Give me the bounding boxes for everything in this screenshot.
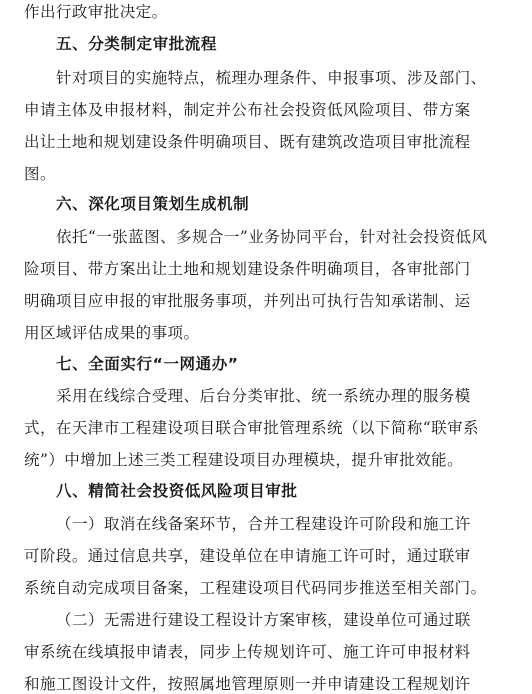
body-line: （二）无需进行建设工程设计方案审核，建设单位可通过联 bbox=[56, 611, 471, 629]
body-line: 系统自动完成项目备案，工程建设项目代码同步推送至相关部门。 bbox=[24, 579, 487, 597]
body-line: 针对项目的实施特点，梳理办理条件、申报事项、涉及部门、 bbox=[56, 69, 487, 87]
body-line: 审系统在线填报申请表，同步上传规划许可、施工许可申报材料 bbox=[24, 643, 471, 661]
body-line: 和施工图设计文件，按照属地管理原则一并申请建设工程规划许 bbox=[24, 675, 471, 693]
section-heading-6: 六、深化项目策划生成机制 bbox=[56, 195, 250, 213]
section-heading-5: 五、分类制定审批流程 bbox=[56, 35, 218, 53]
body-line: 图。 bbox=[24, 165, 56, 183]
body-line: 式，在天津市工程建设项目联合审批管理系统（以下简称“联审系 bbox=[24, 419, 479, 437]
section-heading-7: 七、全面实行“一网通办” bbox=[56, 355, 239, 373]
body-line: 明确项目应申报的审批服务事项，并列出可执行告知承诺制、运 bbox=[24, 292, 471, 310]
body-line: 采用在线综合受理、后台分类审批、统一系统办理的服务模 bbox=[56, 387, 471, 405]
body-line: 用区域评估成果的事项。 bbox=[24, 324, 200, 342]
body-line: 申请主体及申报材料，制定并公布社会投资低风险项目、带方案 bbox=[24, 101, 471, 119]
body-line: 可阶段。通过信息共享，建设单位在申请施工许可时，通过联审 bbox=[24, 547, 471, 565]
body-line: 作出行政审批决定。 bbox=[24, 3, 168, 21]
body-line: 依托“一张蓝图、多规合一”业务协同平台，针对社会投资低风 bbox=[56, 228, 488, 246]
body-line: 出让土地和规划建设条件明确项目、既有建筑改造项目审批流程 bbox=[24, 133, 471, 151]
body-line: （一）取消在线备案环节，合并工程建设许可阶段和施工许 bbox=[56, 515, 471, 533]
section-heading-8: 八、精简社会投资低风险项目审批 bbox=[56, 482, 298, 500]
body-line: 险项目、带方案出让土地和规划建设条件明确项目，各审批部门 bbox=[24, 260, 471, 278]
body-line: 统”）中增加上述三类工程建设项目办理模块，提升审批效能。 bbox=[24, 451, 464, 469]
